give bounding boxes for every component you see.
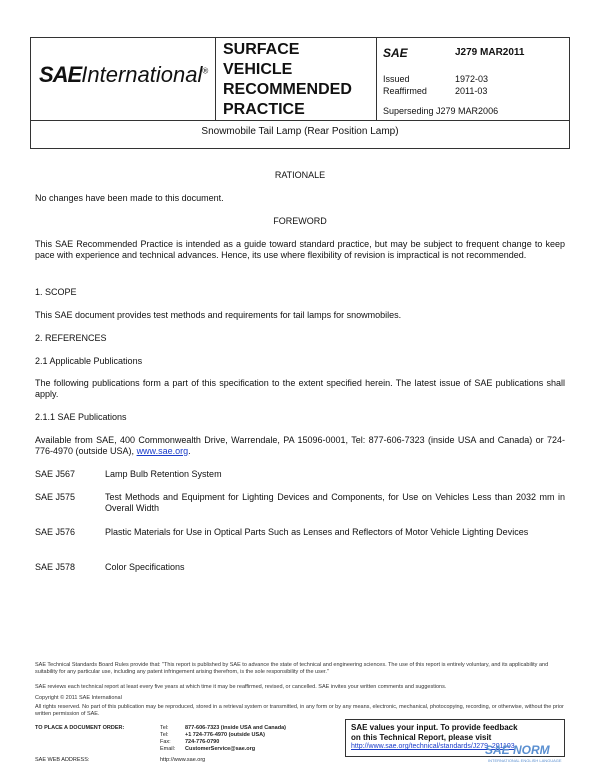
sae-mark: SAE <box>383 46 408 60</box>
references-heading: 2. REFERENCES <box>35 333 107 343</box>
document-title: Snowmobile Tail Lamp (Rear Position Lamp) <box>201 126 399 137</box>
order-key: Email: <box>160 746 176 752</box>
foreword-text: This SAE Recommended Practice is intended as a guide toward standard practice, but may be subject to frequent change to keep pace with experience and technical advances. Hence, its use where flexibility of revision is impractical is not recommended. <box>35 239 565 260</box>
availability-text: Available from SAE, 400 Commonwealth Drive, Warrendale, PA 15096-0001, Tel: 877-606-7323 (inside USA and Canada) or 724-776-4970 (outside USA), www.sae.org. <box>35 435 565 456</box>
order-email[interactable]: CustomerService@sae.org <box>185 746 256 752</box>
sae-publications-heading: 2.1.1 SAE Publications <box>35 412 127 422</box>
header-divider <box>376 38 377 120</box>
reference-code: SAE J567 <box>35 469 76 479</box>
footer-copyright: Copyright © 2011 SAE International <box>35 695 122 701</box>
sae-web-link[interactable]: http://www.sae.org <box>160 757 206 763</box>
order-key: Fax: <box>160 739 171 745</box>
order-key: Tel: <box>160 732 169 738</box>
reference-title: Test Methods and Equipment for Lighting Devices and Components, for Use on Vehicles Less than 2032 mm in Overall Width <box>105 492 565 513</box>
issued-value: 1972-03 <box>455 74 489 84</box>
issued-label: Issued <box>383 74 410 84</box>
reference-title: Lamp Bulb Retention System <box>105 469 222 479</box>
sae-norm-watermark-subtitle: INTERNATIONAL ENGLISH LANGUAGE <box>488 758 562 763</box>
order-value: 724-776-0790 <box>185 739 220 745</box>
reference-code: SAE J578 <box>35 562 76 572</box>
rationale-text: No changes have been made to this document. <box>35 193 224 203</box>
foreword-heading: FOREWORD <box>273 216 327 226</box>
superseding-note: Superseding J279 MAR2006 <box>383 106 499 116</box>
order-value: 877-606-7323 (inside USA and Canada) <box>185 725 286 731</box>
order-key: Tel: <box>160 725 169 731</box>
reference-title: Plastic Materials for Use in Optical Parts Such as Lenses and Reflectors of Motor Vehicle Lighting Devices <box>105 527 529 537</box>
reference-code: SAE J575 <box>35 492 76 502</box>
scope-text: This SAE document provides test methods and requirements for tail lamps for snowmobiles. <box>35 310 402 320</box>
reaffirmed-value: 2011-03 <box>455 86 488 96</box>
order-value: +1 724-776-4970 (outside USA) <box>185 732 265 738</box>
applicable-publications-text: The following publications form a part of this specification to the extent specified herein. The latest issue of SAE publications shall apply. <box>35 378 565 399</box>
reference-title: Color Specifications <box>105 562 185 572</box>
sae-norm-watermark: SAE NORM <box>485 743 550 757</box>
reaffirmed-label: Reaffirmed <box>383 86 427 96</box>
header-divider <box>215 38 216 120</box>
rationale-heading: RATIONALE <box>274 170 326 180</box>
order-label: TO PLACE A DOCUMENT ORDER: <box>35 725 125 731</box>
scope-heading: 1. SCOPE <box>35 287 77 297</box>
footer-disclaimer: SAE Technical Standards Board Rules provide that: "This report is published by SAE to advance the state of technical and engineering sciences. The use of this report is entirely voluntary, and its applicability and suitability for any particular use, including any patent infringement arising therefrom, is the sole responsibility of the user." <box>35 662 549 675</box>
feedback-link[interactable]: http://www.sae.org/technical/standards/J279_201103 <box>351 743 515 750</box>
applicable-publications-heading: 2.1 Applicable Publications <box>35 356 143 366</box>
footer-review-note: SAE reviews each technical report at least every five years at which time it may be reaffirmed, revised, or cancelled. SAE invites your written comments and suggestions. <box>35 684 447 690</box>
document-header <box>30 37 570 149</box>
document-number: J279 MAR2011 <box>455 47 525 58</box>
sae-website-link[interactable]: www.sae.org <box>136 446 189 456</box>
reference-code: SAE J576 <box>35 527 76 537</box>
practice-type: SURFACE VEHICLE RECOMMENDED PRACTICE <box>223 41 352 118</box>
feedback-text: SAE values your input. To provide feedback <box>351 723 518 732</box>
footer-rights: All rights reserved. No part of this publication may be reproduced, stored in a retrieval system or transmitted, in any form or by any means, electronic, mechanical, photocopying, recording, or otherwise, without the prior written permission of SAE. <box>35 704 564 717</box>
sae-international-logo: SAEInternational® <box>39 62 209 87</box>
feedback-text: on this Technical Report, please visit <box>351 732 492 742</box>
header-divider <box>31 120 569 121</box>
sae-web-label: SAE WEB ADDRESS: <box>35 757 90 763</box>
